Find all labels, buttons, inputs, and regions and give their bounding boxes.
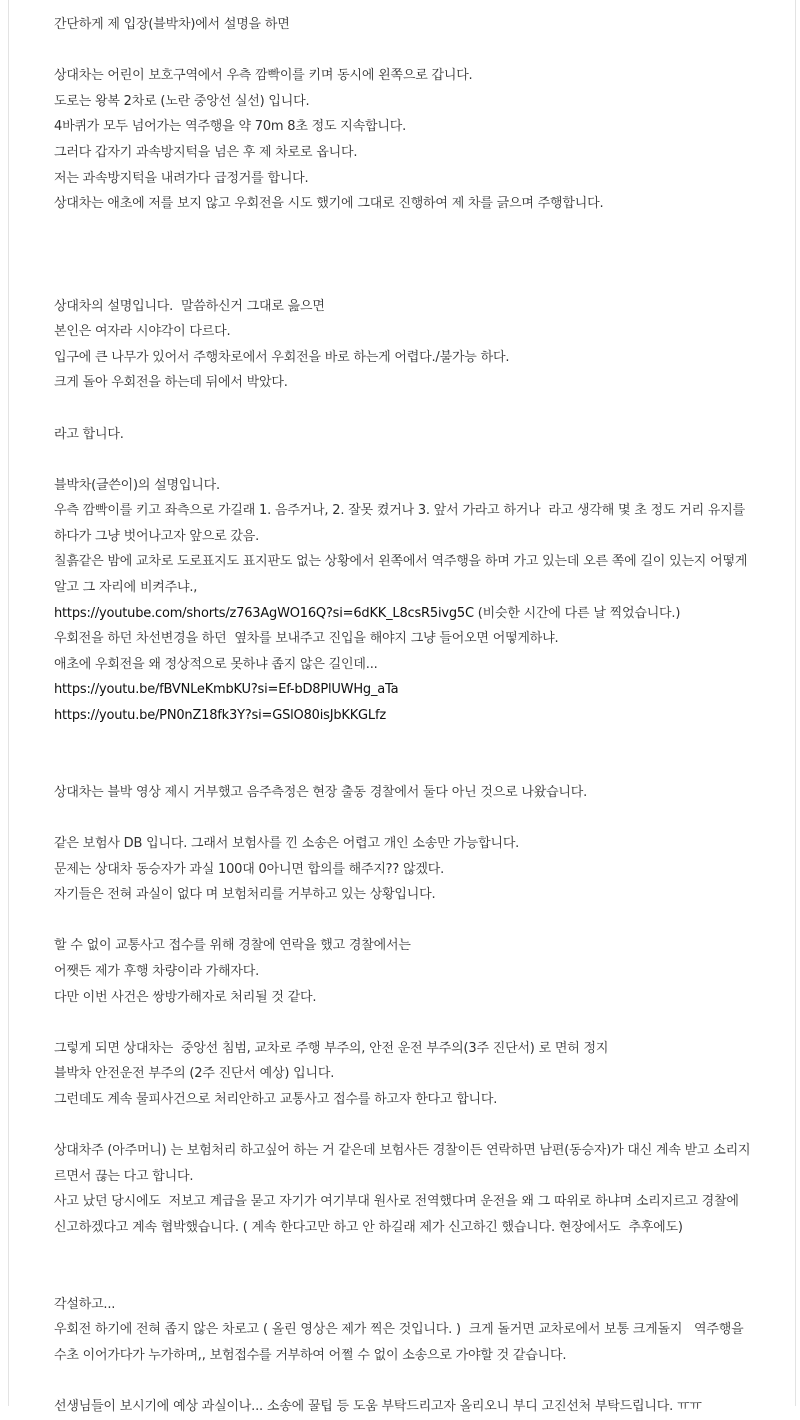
paragraph: 우측 깜빡이를 키고 좌측으로 가길래 1. 음주거나, 2. 잘못 켰거나 3. 앞서 가라고 하거나 라고 생각해 몇 초 정도 거리 유지를 하다가 그냥 벗어나고자 앞으로 갔음. [54,503,749,544]
paragraph: 우회전 하기에 전혀 좁지 않은 차로고 ( 올린 영상은 제가 찍은 것입니다. ) 크게 돌거면 교차로에서 보통 크게돌지 역주행을 수초 이어가다가 누가하며,, 보험접수를 거부하여 어쩔 수 없이 소송으로 가야할 것 같습니다. [54,1322,748,1363]
paragraph: 4바퀴가 모두 넘어가는 역주행을 약 70m 8초 정도 지속합니다. [54,119,407,135]
paragraph: 간단하게 제 입장(블박차)에서 설명을 하면 [54,17,290,32]
paragraph: 크게 돌아 우회전을 하는데 뒤에서 박았다. [54,375,288,391]
paragraph: 라고 합니다. [54,426,124,442]
paragraph: 같은 보험사 DB 입니다. 그래서 보험사를 낀 소송은 어렵고 개인 소송만 가능합니다. [54,836,520,851]
post-body [54,12,754,1420]
paragraph: 도로는 왕복 2차로 (노란 중앙선 실선) 입니다. [54,93,310,109]
paragraph: 상대차는 애초에 저를 보지 않고 우회전을 시도 했기에 그대로 진행하여 제 차를 긁으며 주행합니다. [54,196,604,212]
paragraph: 선생님들이 보시기에 예상 과실이나... 소송에 꿀팁 등 도움 부탁드리고자 올리오니 부디 고진선처 부탁드립니다. ㅠㅠ [54,1399,702,1415]
paragraph: 사고 났던 당시에도 저보고 계급을 묻고 자기가 여기부대 원사로 전역했다며 운전을 왜 그 따위로 하냐며 소리지르고 경찰에 신고하겠다고 계속 협박했습니다. ( 계속 한다고만 하고 안 하길래 제가 신고하긴 했습니다. 현장에서도 추후에도) [54,1194,743,1235]
youtube-link-2[interactable]: https://youtu.be/fBVNLeKmbKU?si=Ef-bD8PlUWHg_aTa [54,682,399,698]
paragraph: 상대차는 어린이 보호구역에서 우측 깜빡이를 키며 동시에 왼쪽으로 갑니다. [54,68,473,84]
paragraph: 블박차 안전운전 부주의 (2주 진단서 예상) 입니다. [54,1066,335,1082]
paragraph: 그런데도 계속 물피사건으로 처리안하고 교통사고 접수를 하고자 한다고 합니다. [54,1091,498,1107]
paragraph: 자기들은 전혀 과실이 없다 며 보험처리를 거부하고 있는 상황입니다. [54,887,436,903]
youtube-link-1[interactable]: https://youtube.com/shorts/z763AgWO16Q?si=6dKK_L8csR5ivg5C [54,605,474,621]
paragraph: 상대차의 설명입니다. 말씀하신거 그대로 읊으면 [54,298,325,314]
youtube-link-3[interactable]: https://youtu.be/PN0nZ18fk3Y?si=GSlO80isJbKKGLfz [54,708,386,724]
paragraph: 애초에 우회전을 왜 정상적으로 못하냐 좁지 않은 길인데... [54,656,378,672]
paragraph: 저는 과속방지턱을 내려가다 급정거를 합니다. [54,170,309,186]
paragraph: 블박차(글쓴이)의 설명입니다. [54,477,220,493]
paragraph: 할 수 없이 교통사고 접수를 위해 경찰에 연락을 했고 경찰에서는 [54,938,411,954]
paragraph: 그렇게 되면 상대차는 중앙선 침범, 교차로 주행 부주의, 안전 운전 부주의(3주 진단서) 로 면허 정지 [54,1040,609,1056]
paragraph: 상대차는 블박 영상 제시 거부했고 음주측정은 현장 출동 경찰에서 둘다 아닌 것으로 나왔습니다. [54,784,588,800]
paragraph: 어쨋든 제가 후행 차량이라 가해자다. [54,963,260,979]
paragraph: 우회전을 하던 차선변경을 하던 옆차를 보내주고 진입을 해야지 그냥 들어오면 어떻게하냐. [54,631,559,647]
paragraph: 그러다 갑자기 과속방지턱을 넘은 후 제 차로로 옵니다. [54,144,358,160]
paragraph: 각설하고... [54,1296,116,1312]
paragraph: 본인은 여자라 시야각이 다르다. [54,324,231,340]
paragraph: 문제는 상대차 동승자가 과실 100대 0아니면 합의를 해주지?? 않겠다. [54,861,445,877]
link-note: (비슷한 시간에 다른 날 찍었습니다.) [473,605,681,621]
paragraph: 다만 이번 사건은 쌍방가해자로 처리될 것 같다. [54,989,317,1005]
paragraph-with-link [54,601,754,627]
paragraph: 상대차주 (아주머니) 는 보험처리 하고싶어 하는 거 같은데 보험사든 경찰이든 연락하면 남편(동승자)가 대신 계속 받고 소리지르면서 끊는 다고 합니다. [54,1143,751,1184]
paragraph: 입구에 큰 나무가 있어서 주행차로에서 우회전을 바로 하는게 어렵다./불가능 하다. [54,349,510,365]
paragraph: 칠흙같은 밤에 교차로 도로표지도 표지판도 없는 상황에서 왼쪽에서 역주행을 하며 가고 있는데 오른 쪽에 길이 있는지 어떻게 알고 그 자리에 비켜주냐., [54,554,752,596]
